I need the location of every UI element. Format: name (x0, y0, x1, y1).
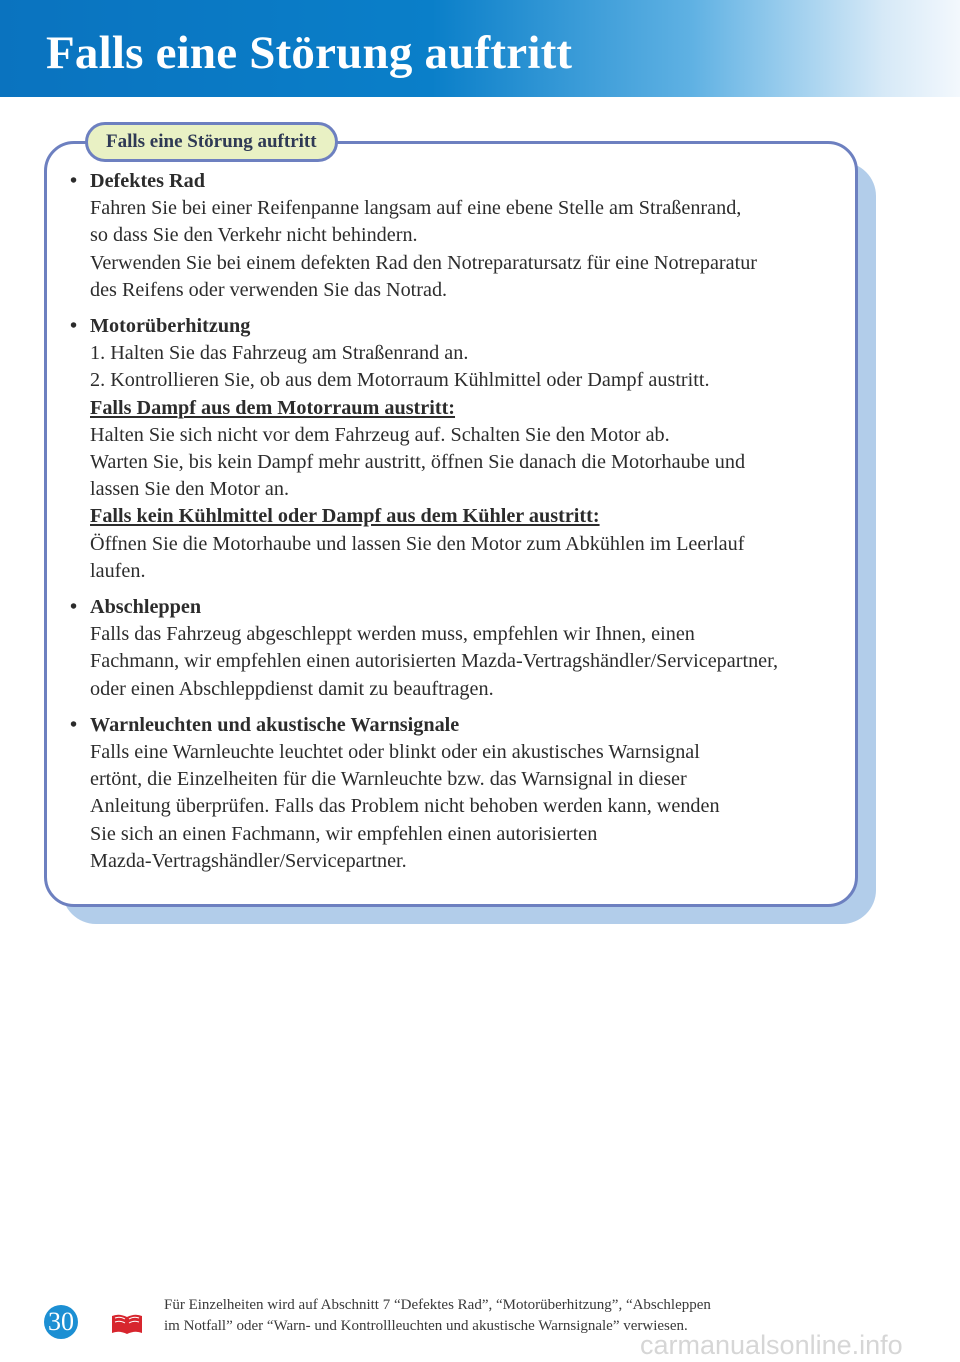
item-text-line: Falls das Fahrzeug abgeschleppt werden muss, empfehlen wir Ihnen, einen (90, 623, 695, 646)
item-title: Defektes Rad (90, 170, 205, 192)
info-box-tab-label: Falls eine Störung auftritt (106, 131, 317, 152)
list-item-defektes-rad (66, 168, 856, 304)
footnote-line: im Notfall” oder “Warn- und Kontrollleuchten und akustische Warnsignale” verwiesen. (164, 1318, 688, 1334)
item-text-line: laufen. (90, 559, 146, 582)
page-number-badge: 30 (44, 1305, 78, 1339)
item-title: Abschleppen (90, 596, 202, 619)
item-text-line: Halten Sie sich nicht vor dem Fahrzeug auf. Schalten Sie den Motor ab. (90, 423, 670, 446)
item-text-line: Falls eine Warnleuchte leuchtet oder blinkt oder ein akustisches Warnsignal (90, 741, 700, 764)
header-band (0, 0, 960, 97)
item-text-line: 1. Halten Sie das Fahrzeug am Straßenrand an. (90, 342, 469, 365)
list-item-motorueberhitzung (66, 313, 856, 585)
item-text-line: so dass Sie den Verkehr nicht behindern. (90, 224, 418, 247)
item-text-line: Verwenden Sie bei einem defekten Rad den Notreparatursatz für eine Notreparatur (90, 251, 758, 274)
page-title: Falls eine Störung auftritt (46, 27, 573, 79)
item-text-line: ertönt, die Einzelheiten für die Warnleuchte bzw. das Warnsignal in dieser (90, 768, 687, 791)
item-text-line: Warten Sie, bis kein Dampf mehr austritt, öffnen Sie danach die Motorhaube und (90, 451, 746, 474)
item-text-line: Anleitung überprüfen. Falls das Problem nicht behoben werden kann, wenden (90, 795, 720, 818)
info-box-content (66, 168, 856, 884)
item-text-line: Fahren Sie bei einer Reifenpanne langsam auf eine ebene Stelle am Straßenrand, (90, 197, 742, 220)
info-box-tab (85, 122, 338, 162)
item-text-line: Sie sich an einen Fachmann, wir empfehlen einen autorisierten (90, 822, 598, 845)
bullet-icon: • (70, 315, 78, 338)
bullet-icon: • (70, 596, 78, 619)
item-text-line: des Reifens oder verwenden Sie das Notrad. (90, 278, 448, 301)
item-text-line: Mazda-Vertragshändler/Servicepartner. (90, 849, 407, 872)
bullet-icon: • (70, 713, 78, 736)
item-text-line: lassen Sie den Motor an. (90, 478, 290, 501)
item-title: Motorüberhitzung (90, 315, 251, 338)
bullet-icon: • (70, 170, 78, 192)
item-text-line: Fachmann, wir empfehlen einen autorisierten Mazda-Vertragshändler/Servicepartner, (90, 650, 779, 673)
item-text-line: 2. Kontrollieren Sie, ob aus dem Motorraum Kühlmittel oder Dampf austritt. (90, 369, 710, 392)
list-item-abschleppen (66, 594, 856, 703)
list-item-warnleuchten (66, 712, 856, 875)
watermark: carmanualsonline.info (640, 1330, 903, 1360)
item-text-line: Öffnen Sie die Motorhaube und lassen Sie den Motor zum Abkühlen im Leerlauf (90, 532, 745, 555)
item-title: Warnleuchten und akustische Warnsignale (90, 713, 460, 736)
subheading-steam: Falls Dampf aus dem Motorraum austritt: (90, 396, 456, 419)
subheading-no-coolant: Falls kein Kühlmittel oder Dampf aus dem Kühler austritt: (90, 505, 600, 528)
book-icon (110, 1312, 144, 1336)
item-text-line: oder einen Abschleppdienst damit zu beauftragen. (90, 677, 494, 700)
footnote-line: Für Einzelheiten wird auf Abschnitt 7 “Defektes Rad”, “Motorüberhitzung”, “Abschleppen (164, 1297, 711, 1313)
